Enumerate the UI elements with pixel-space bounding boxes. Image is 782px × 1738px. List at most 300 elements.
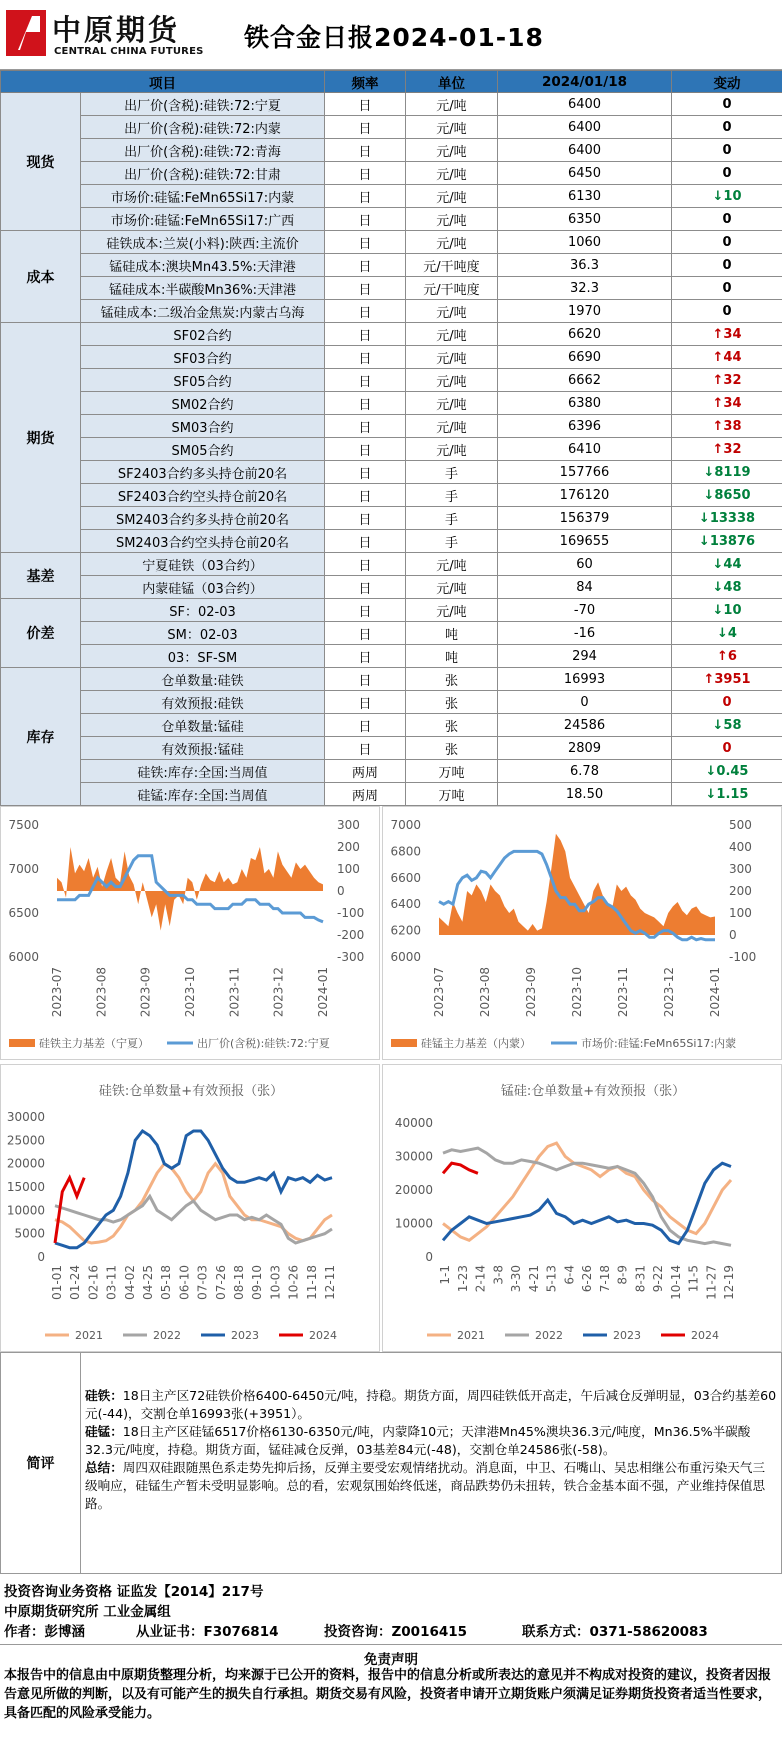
- cell-change: [672, 737, 782, 760]
- group-label: 期货: [1, 323, 81, 553]
- cell-change: [672, 622, 782, 645]
- cell-unit: 元/吨: [406, 139, 498, 162]
- x-tick-label: 12-19: [722, 1265, 736, 1300]
- cell-value: 6690: [498, 346, 672, 369]
- cell-item: SM02合约: [81, 392, 325, 415]
- cell-freq: 日: [325, 116, 406, 139]
- cell-unit: 元/吨: [406, 208, 498, 231]
- cell-freq: 日: [325, 277, 406, 300]
- arrow-up-icon: ↑: [717, 648, 728, 664]
- legend-label-2021: 2021: [75, 1329, 103, 1342]
- cell-change: [672, 323, 782, 346]
- cell-value: 294: [498, 645, 672, 668]
- cell-item: SM2403合约空头持仓前20名: [81, 530, 325, 553]
- x-tick-label: 11-5: [686, 1265, 701, 1293]
- table-row: [1, 369, 782, 392]
- cell-change: [672, 208, 782, 231]
- arrow-down-icon: ↓: [705, 763, 717, 779]
- x-tick-label: 10-14: [668, 1265, 683, 1300]
- cell-freq: 日: [325, 484, 406, 507]
- cell-freq: 日: [325, 139, 406, 162]
- cell-freq: 日: [325, 461, 406, 484]
- table-row: [1, 415, 782, 438]
- x-tick-label: 04-02: [122, 1265, 137, 1300]
- series-line-2023: [443, 1163, 731, 1243]
- group-label: 现货: [1, 93, 81, 231]
- cell-unit: 手: [406, 530, 498, 553]
- arrow-down-icon: ↓: [712, 579, 724, 595]
- cell-unit: 手: [406, 507, 498, 530]
- cell-value: 6380: [498, 392, 672, 415]
- cell-change: [672, 553, 782, 576]
- cell-value: 1970: [498, 300, 672, 323]
- cell-value: 60: [498, 553, 672, 576]
- change-value: 1.15: [716, 786, 749, 802]
- legend-label-2024: 2024: [691, 1329, 719, 1342]
- arrow-down-icon: ↓: [703, 464, 715, 480]
- change-value: 38: [723, 418, 742, 434]
- cell-unit: 吨: [406, 645, 498, 668]
- cell-change: [672, 645, 782, 668]
- cell-change: [672, 461, 782, 484]
- cell-freq: 日: [325, 507, 406, 530]
- cell-item: 硅锰:库存:全国:当周值: [81, 783, 325, 806]
- commentary-section: [0, 1352, 782, 1574]
- cell-change: [672, 576, 782, 599]
- change-value: 0: [722, 211, 732, 227]
- cell-item: 有效预报:锰硅: [81, 737, 325, 760]
- y-tick-label: 5000: [14, 1226, 45, 1241]
- cell-freq: 日: [325, 392, 406, 415]
- arrow-up-icon: ↑: [712, 418, 724, 434]
- cell-value: 6.78: [498, 760, 672, 783]
- table-row: [1, 300, 782, 323]
- arrow-down-icon: ↓: [712, 602, 724, 618]
- table-row: [1, 645, 782, 668]
- cell-unit: 元/吨: [406, 438, 498, 461]
- y-left-tick-label: 6800: [390, 844, 421, 859]
- table-row: [1, 622, 782, 645]
- x-tick-label: 2023-11: [227, 967, 242, 1018]
- logo-text-en: CENTRAL CHINA FUTURES: [54, 46, 204, 57]
- commentary-text: [85, 1387, 777, 1513]
- cell-freq: 日: [325, 599, 406, 622]
- cell-item: 锰硅成本:澳块Mn43.5%:天津港: [81, 254, 325, 277]
- change-value: 0: [722, 142, 732, 158]
- report-footer: [0, 1574, 782, 1738]
- cell-value: -16: [498, 622, 672, 645]
- table-row: [1, 277, 782, 300]
- y-right-tick-label: 300: [337, 818, 360, 832]
- legend-swatch-area: [9, 1039, 35, 1047]
- chart-sf-basis-svg: [1, 807, 379, 1059]
- arrow-down-icon: ↓: [712, 188, 724, 204]
- change-value: 10: [723, 602, 742, 618]
- arrow-down-icon: ↓: [698, 533, 710, 549]
- y-tick-label: 40000: [394, 1116, 433, 1130]
- cell-change: [672, 484, 782, 507]
- cell-value: 6662: [498, 369, 672, 392]
- arrow-down-icon: ↓: [712, 556, 724, 572]
- y-right-tick-label: -300: [337, 950, 365, 964]
- cell-item: 仓单数量:锰硅: [81, 714, 325, 737]
- arrow-up-icon: ↑: [712, 395, 724, 411]
- x-tick-label: 09-10: [250, 1265, 265, 1300]
- y-left-tick-label: 6500: [8, 906, 39, 920]
- x-tick-label: 2023-11: [616, 967, 630, 1018]
- cell-item: 有效预报:硅铁: [81, 691, 325, 714]
- cell-freq: 日: [325, 530, 406, 553]
- table-row: [1, 231, 782, 254]
- chart-title: 硅铁:仓单数量+有效预报（张）: [98, 1084, 284, 1099]
- change-value: 34: [723, 326, 742, 342]
- table-row: [1, 116, 782, 139]
- cell-unit: 元/吨: [406, 553, 498, 576]
- cell-item: 仓单数量:硅铁: [81, 668, 325, 691]
- chart-sm-basis-svg: [383, 807, 781, 1059]
- cell-item: SF05合约: [81, 369, 325, 392]
- cell-item: 宁夏硅铁（03合约）: [81, 553, 325, 576]
- cell-change: [672, 530, 782, 553]
- cell-unit: 张: [406, 737, 498, 760]
- legend-label-line: 市场价:硅锰:FeMn65Si17:内蒙: [581, 1037, 737, 1050]
- arrow-up-icon: ↑: [703, 671, 715, 687]
- col-header-date: 2024/01/18: [498, 71, 672, 93]
- cell-item: SM03合约: [81, 415, 325, 438]
- cell-freq: 日: [325, 415, 406, 438]
- table-row: [1, 346, 782, 369]
- change-value: 0: [722, 234, 732, 250]
- cell-item: 出厂价(含税):硅铁:72:内蒙: [81, 116, 325, 139]
- commentary-sf: [85, 1387, 777, 1423]
- y-tick-label: 25000: [6, 1133, 45, 1148]
- x-tick-label: 2023-08: [94, 967, 109, 1018]
- x-tick-label: 2023-09: [138, 967, 153, 1018]
- cell-item: SF2403合约空头持仓前20名: [81, 484, 325, 507]
- table-row: [1, 553, 782, 576]
- x-tick-label: 9-22: [651, 1265, 665, 1293]
- legend-label-line: 出厂价(含税):硅铁:72:宁夏: [197, 1037, 330, 1050]
- y-right-tick-label: -100: [337, 906, 365, 920]
- cell-unit: 元/吨: [406, 323, 498, 346]
- y-tick-label: 30000: [394, 1149, 433, 1164]
- cell-item: SF2403合约多头持仓前20名: [81, 461, 325, 484]
- change-value: 0: [722, 96, 732, 112]
- x-tick-label: 2024-01: [708, 967, 722, 1018]
- table-row: [1, 668, 782, 691]
- cell-unit: 元/吨: [406, 300, 498, 323]
- y-left-tick-label: 6200: [390, 923, 421, 938]
- x-tick-label: 6-4: [562, 1265, 577, 1285]
- cell-item: 硅铁成本:兰炭(小料):陕西:主流价: [81, 231, 325, 254]
- cell-unit: 手: [406, 484, 498, 507]
- table-row: [1, 254, 782, 277]
- y-left-tick-label: 6400: [390, 897, 421, 912]
- y-tick-label: 30000: [6, 1110, 45, 1124]
- footer-consult: 投资咨询：Z0016415: [324, 1624, 468, 1640]
- x-tick-label: 4-21: [526, 1265, 541, 1293]
- y-tick-label: 10000: [394, 1216, 433, 1231]
- x-tick-label: 2023-09: [524, 967, 538, 1018]
- commentary-sf-body: 18日主产区72硅铁价格6400-6450元/吨，持稳。期货方面，周四硅铁低开高走，午后减仓反弹明显，03合约基差60元(-44)，交割仓单16993张(+3951）。: [85, 1388, 777, 1421]
- y-left-tick-label: 7000: [390, 818, 421, 832]
- cell-unit: 吨: [406, 622, 498, 645]
- x-tick-label: 7-18: [597, 1265, 612, 1293]
- cell-item: 锰硅成本:半碳酸Mn36%:天津港: [81, 277, 325, 300]
- y-left-tick-label: 6000: [390, 950, 421, 964]
- cell-unit: 张: [406, 691, 498, 714]
- table-row: [1, 438, 782, 461]
- cell-freq: 日: [325, 576, 406, 599]
- x-tick-label: 2023-08: [478, 967, 492, 1018]
- chart-sm-basis: [382, 806, 782, 1060]
- commentary-sm-head: 硅锰：: [85, 1424, 123, 1439]
- arrow-up-icon: ↑: [712, 372, 724, 388]
- cell-change: [672, 139, 782, 162]
- cell-unit: 元/吨: [406, 231, 498, 254]
- chart-sf-basis: [0, 806, 380, 1060]
- x-tick-label: 01-01: [50, 1265, 64, 1300]
- cell-unit: 张: [406, 668, 498, 691]
- change-value: 32: [723, 372, 742, 388]
- chart-sm-warrant-svg: [383, 1065, 781, 1351]
- cell-freq: 日: [325, 346, 406, 369]
- arrow-down-icon: ↓: [698, 510, 710, 526]
- change-value: 10: [723, 188, 742, 204]
- change-value: 48: [723, 579, 742, 595]
- change-value: 34: [723, 395, 742, 411]
- cell-item: SM：02-03: [81, 622, 325, 645]
- cell-item: 锰硅成本:二级冶金焦炭:内蒙古乌海: [81, 300, 325, 323]
- series-area-basis: [57, 847, 323, 931]
- arrow-up-icon: ↑: [712, 441, 724, 457]
- x-tick-label: 2-14: [473, 1265, 488, 1293]
- cell-freq: 日: [325, 553, 406, 576]
- y-right-tick-label: 0: [337, 884, 345, 898]
- cell-value: 6450: [498, 162, 672, 185]
- company-logo-icon: [6, 10, 46, 56]
- cell-freq: 日: [325, 208, 406, 231]
- cell-value: 1060: [498, 231, 672, 254]
- legend-label-2024: 2024: [309, 1329, 337, 1342]
- x-tick-label: 2024-01: [316, 967, 330, 1018]
- cell-unit: 元/干吨度: [406, 277, 498, 300]
- y-right-tick-label: 400: [729, 840, 752, 854]
- x-tick-label: 01-24: [68, 1265, 83, 1300]
- change-value: 44: [723, 349, 742, 365]
- series-line-2023: [55, 1131, 332, 1248]
- cell-item: 市场价:硅锰:FeMn65Si17:广西: [81, 208, 325, 231]
- legend-label-2022: 2022: [535, 1329, 563, 1342]
- table-header-row: [1, 71, 782, 93]
- x-tick-label: 5-13: [544, 1265, 559, 1293]
- report-header: [0, 0, 782, 70]
- cell-value: 6400: [498, 116, 672, 139]
- cell-unit: 元/吨: [406, 185, 498, 208]
- series-area-basis: [439, 834, 715, 935]
- cell-change: [672, 346, 782, 369]
- arrow-up-icon: ↑: [712, 349, 724, 365]
- cell-value: 0: [498, 691, 672, 714]
- legend-label-2022: 2022: [153, 1329, 181, 1342]
- cell-freq: 日: [325, 185, 406, 208]
- x-tick-label: 6-26: [580, 1265, 594, 1293]
- table-row: [1, 392, 782, 415]
- col-header-freq: 频率: [325, 71, 406, 93]
- cell-change: [672, 231, 782, 254]
- cell-freq: 日: [325, 737, 406, 760]
- table-row: [1, 323, 782, 346]
- col-header-unit: 单位: [406, 71, 498, 93]
- legend-label-2021: 2021: [457, 1329, 485, 1342]
- legend-swatch-area: [391, 1039, 417, 1047]
- chart-sm-warrant: [382, 1064, 782, 1352]
- y-tick-label: 20000: [394, 1183, 433, 1197]
- cell-freq: 日: [325, 162, 406, 185]
- legend-label-2023: 2023: [231, 1329, 259, 1342]
- cell-change: [672, 760, 782, 783]
- table-row: [1, 599, 782, 622]
- y-tick-label: 0: [37, 1250, 45, 1264]
- y-right-tick-label: 200: [729, 884, 752, 898]
- cell-item: 出厂价(含税):硅铁:72:甘肃: [81, 162, 325, 185]
- cell-freq: 日: [325, 369, 406, 392]
- table-row: [1, 484, 782, 507]
- arrow-down-icon: ↓: [705, 786, 717, 802]
- cell-value: 6350: [498, 208, 672, 231]
- cell-change: [672, 254, 782, 277]
- cell-value: 24586: [498, 714, 672, 737]
- group-label: 基差: [1, 553, 81, 599]
- change-value: 0: [722, 303, 732, 319]
- table-row: [1, 93, 782, 116]
- cell-change: [672, 668, 782, 691]
- change-value: 0: [722, 257, 732, 273]
- x-tick-label: 2023-10: [183, 967, 197, 1018]
- cell-item: SM05合约: [81, 438, 325, 461]
- commentary-summary-head: 总结：: [85, 1460, 123, 1475]
- cell-item: SF02合约: [81, 323, 325, 346]
- x-tick-label: 11-18: [304, 1265, 319, 1300]
- cell-item: SM2403合约多头持仓前20名: [81, 507, 325, 530]
- x-tick-label: 8-9: [615, 1265, 630, 1285]
- cell-unit: 万吨: [406, 783, 498, 806]
- legend-label-area: 硅铁主力基差（宁夏）: [39, 1037, 149, 1050]
- cell-value: 6130: [498, 185, 672, 208]
- cell-unit: 张: [406, 714, 498, 737]
- cell-value: 16993: [498, 668, 672, 691]
- change-value: 13876: [709, 533, 756, 549]
- change-value: 44: [723, 556, 742, 572]
- x-tick-label: 3-30: [509, 1265, 523, 1293]
- cell-freq: 日: [325, 438, 406, 461]
- cell-freq: 日: [325, 93, 406, 116]
- cell-unit: 元/吨: [406, 162, 498, 185]
- series-line-2024: [443, 1163, 478, 1173]
- cell-unit: 元/吨: [406, 392, 498, 415]
- arrow-down-icon: ↓: [712, 717, 724, 733]
- x-tick-label: 2023-10: [570, 967, 584, 1018]
- cell-item: 内蒙硅锰（03合约）: [81, 576, 325, 599]
- cell-freq: 日: [325, 691, 406, 714]
- y-tick-label: 20000: [6, 1156, 45, 1171]
- cell-unit: 万吨: [406, 760, 498, 783]
- cell-change: [672, 507, 782, 530]
- table-row: [1, 714, 782, 737]
- cell-unit: 元/吨: [406, 576, 498, 599]
- cell-item: 出厂价(含税):硅铁:72:宁夏: [81, 93, 325, 116]
- cell-freq: 日: [325, 714, 406, 737]
- cell-unit: 元/吨: [406, 369, 498, 392]
- table-row: [1, 139, 782, 162]
- x-tick-label: 11-27: [704, 1265, 719, 1300]
- table-row: [1, 461, 782, 484]
- cell-freq: 日: [325, 622, 406, 645]
- data-table: [0, 70, 782, 806]
- x-tick-label: 10-26: [286, 1265, 301, 1300]
- cell-change: [672, 116, 782, 139]
- chart-sf-warrant: [0, 1064, 380, 1352]
- change-value: 0: [722, 740, 732, 756]
- cell-value: 157766: [498, 461, 672, 484]
- cell-change: [672, 93, 782, 116]
- cell-unit: 手: [406, 461, 498, 484]
- table-row: [1, 760, 782, 783]
- cell-change: [672, 185, 782, 208]
- x-tick-label: 07-03: [195, 1265, 210, 1300]
- y-tick-label: 10000: [6, 1203, 45, 1218]
- table-row: [1, 737, 782, 760]
- cell-value: 6400: [498, 139, 672, 162]
- x-tick-label: 02-16: [86, 1265, 101, 1300]
- cell-value: 18.50: [498, 783, 672, 806]
- footer-institute: 中原期货研究所 工业金属组: [4, 1604, 171, 1620]
- cell-change: [672, 783, 782, 806]
- cell-change: [672, 162, 782, 185]
- x-tick-label: 04-25: [141, 1265, 155, 1300]
- cell-value: 2809: [498, 737, 672, 760]
- arrow-down-icon: ↓: [703, 487, 715, 503]
- cell-freq: 日: [325, 254, 406, 277]
- y-right-tick-label: 200: [337, 840, 360, 854]
- x-tick-label: 1-1: [438, 1265, 452, 1285]
- cell-change: [672, 392, 782, 415]
- x-tick-label: 2023-12: [271, 967, 286, 1018]
- cell-value: 6620: [498, 323, 672, 346]
- change-value: 0: [722, 119, 732, 135]
- cell-value: 6396: [498, 415, 672, 438]
- cell-freq: 日: [325, 323, 406, 346]
- y-right-tick-label: -200: [337, 928, 365, 942]
- change-value: 6: [727, 648, 737, 664]
- legend-label-2023: 2023: [613, 1329, 641, 1342]
- cell-value: 169655: [498, 530, 672, 553]
- table-row: [1, 576, 782, 599]
- cell-unit: 元/吨: [406, 346, 498, 369]
- cell-value: 176120: [498, 484, 672, 507]
- cell-item: 硅铁:库存:全国:当周值: [81, 760, 325, 783]
- cell-item: 市场价:硅锰:FeMn65Si17:内蒙: [81, 185, 325, 208]
- change-value: 8650: [714, 487, 751, 503]
- group-label: 价差: [1, 599, 81, 668]
- cell-change: [672, 691, 782, 714]
- disclaimer-title: 免责声明: [364, 1652, 418, 1668]
- y-left-tick-label: 7500: [8, 818, 39, 832]
- cell-change: [672, 277, 782, 300]
- y-right-tick-label: 100: [729, 906, 752, 920]
- cell-value: 156379: [498, 507, 672, 530]
- x-tick-label: 2023-07: [50, 967, 64, 1018]
